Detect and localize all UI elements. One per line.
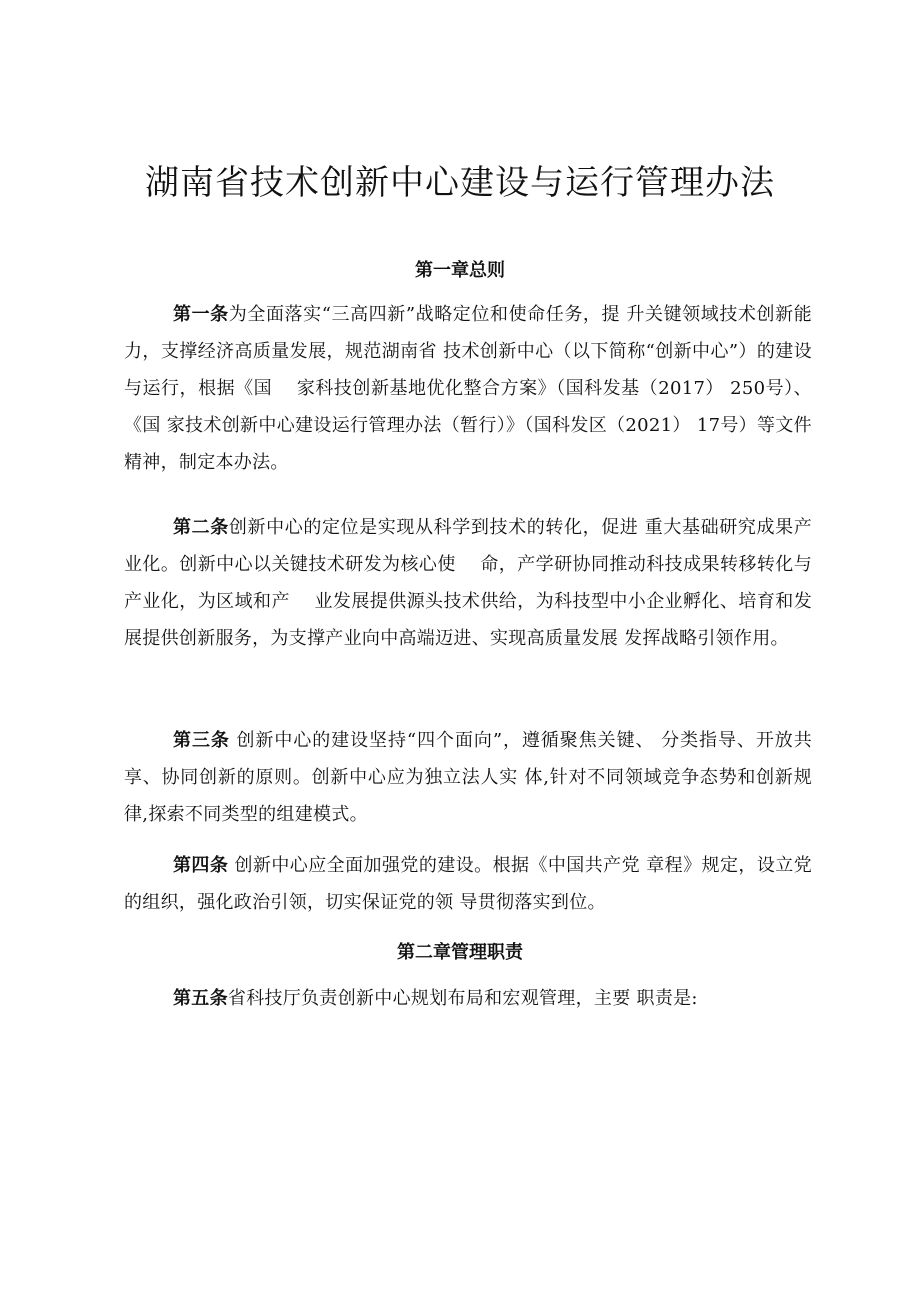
article-paragraph [124,509,837,657]
article-label: 第四条 [173,855,229,876]
article-label: 第一条 [173,304,229,325]
article-label: 第五条 [173,988,228,1009]
article-label: 第三条 [173,730,230,751]
article-text: 为全面落实“三高四新”战略定位和使命任务，提 升关键领域技术创新能力，支撑经济高质量发展，规范湖南省 技术创新中心（以下简称“创新中心”）的建设与运行，根据《国 家科技创新基地优化整合方案》（国科发基（2017） 250号）、《国 家技术创新中心建设运行管理办法（暂行）》（国科发区（2021） 17号）等文件精神，制定本办法。 [124,304,812,473]
document-title: 湖南省技术创新中心建设与运行管理办法 [145,163,775,203]
article-text: 创新中心应全面加强党的建设。根据《中国共产党 章程》规定，设立党的组织，强化政治引领，切实保证党的领 导贯彻落实到位。 [124,855,812,913]
article-text: 创新中心的建设坚持“四个面向”，遵循聚焦关键、 分类指导、开放共享、协同创新的原则。创新中心应为独立法人实 体,针对不同领域竞争态势和创新规律,探索不同类型的组建模式。 [124,730,813,825]
article-text: 创新中心的定位是实现从科学到技术的转化，促进 重大基础研究成果产业化。创新中心以关键技术研发为核心使 命，产学研协同推动科技成果转移转化与产业化，为区域和产 业发展提供源头技术供给，为科技型中小企业孵化、培育和发 展提供创新服务，为支撑产业向中高端迈进、实现高质量发展 发挥战略引领作用。 [124,517,837,649]
article-paragraph [124,722,812,833]
chapter-heading: 第二章管理职责 [397,942,523,963]
article-paragraph [124,847,812,921]
chapter-heading: 第一章总则 [415,260,505,281]
article-paragraph [124,296,812,481]
article-paragraph [124,980,812,1017]
article-text: 省科技厅负责创新中心规划布局和宏观管理，主要 职责是: [227,988,698,1009]
article-label: 第二条 [173,517,229,538]
